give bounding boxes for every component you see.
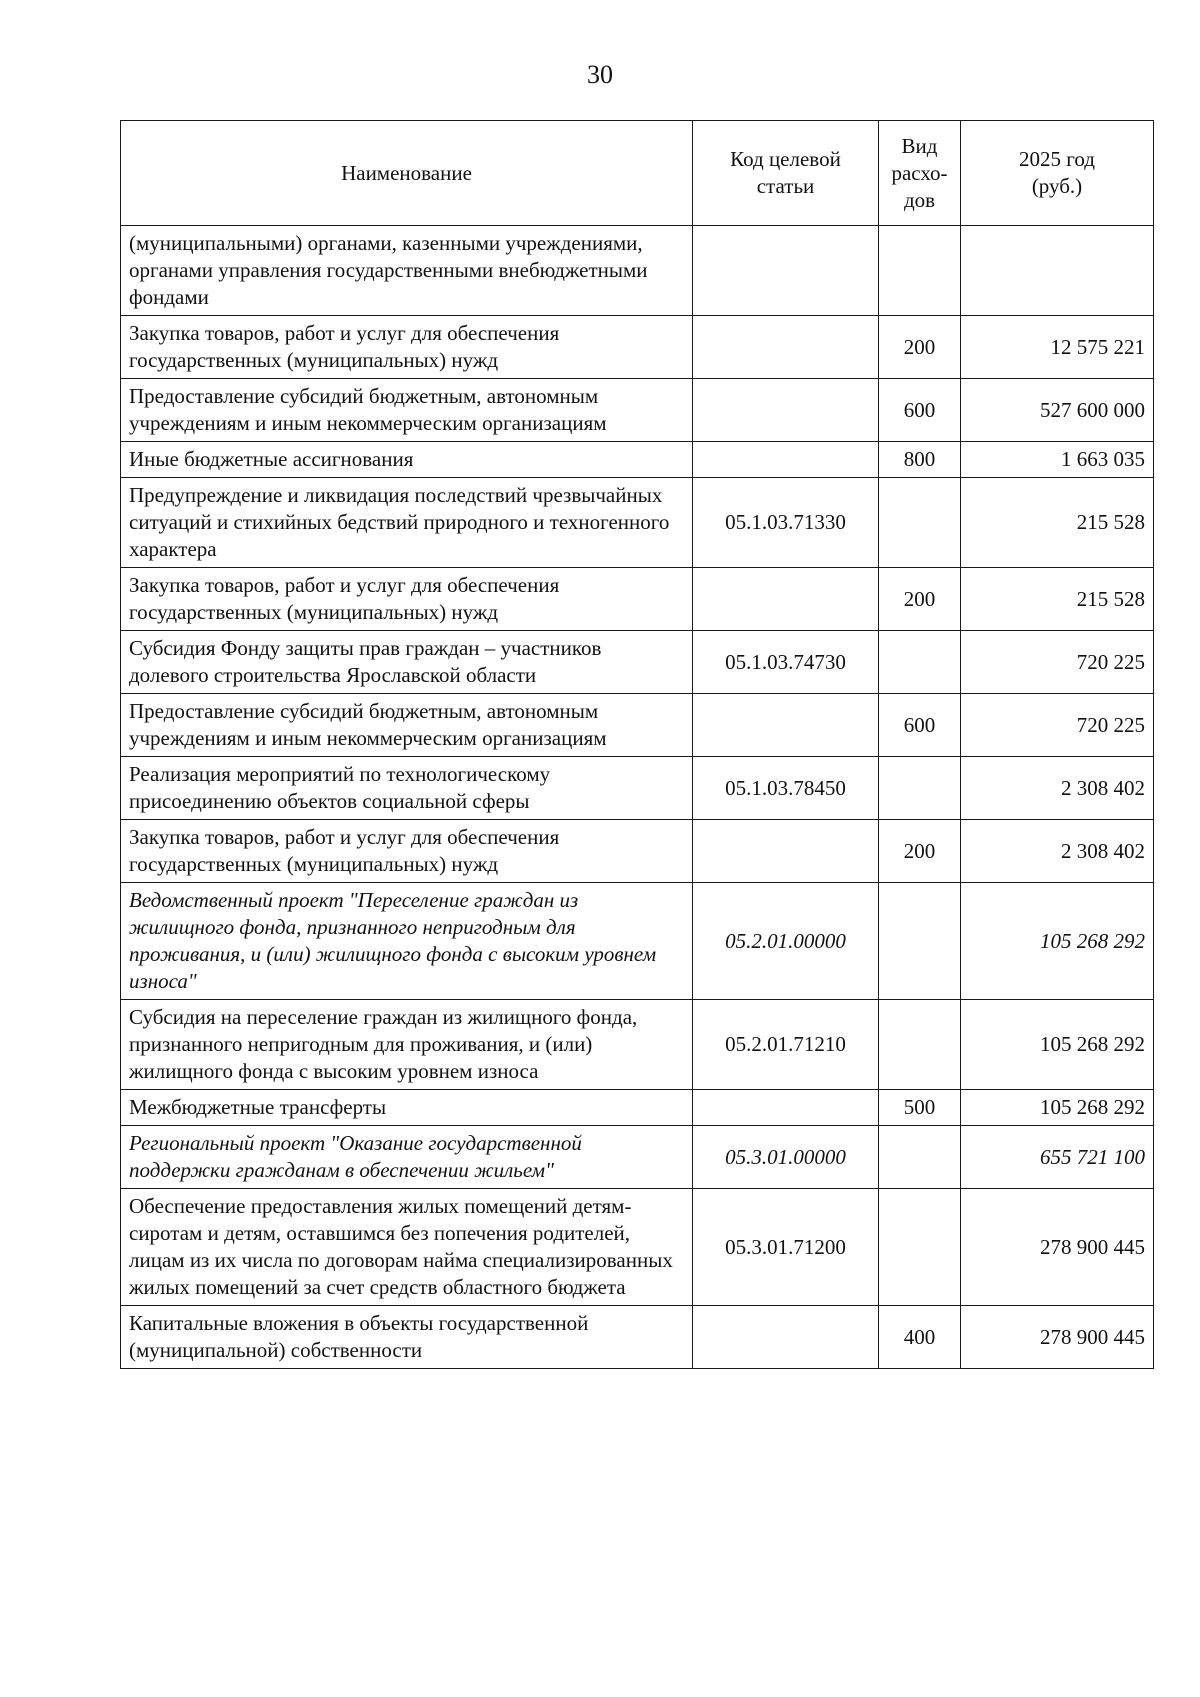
- row-kind-cell: 200: [879, 316, 961, 379]
- row-name-cell: Субсидия на переселение граждан из жилищного фонда, признанного непригодным для проживания, и (или) жилищного фонда с высоким уровнем износа: [121, 1000, 693, 1090]
- row-name-cell: Закупка товаров, работ и услуг для обеспечения государственных (муниципальных) нужд: [121, 820, 693, 883]
- row-sum-cell: 720 225: [961, 694, 1154, 757]
- table-row: [121, 1306, 1154, 1369]
- row-kind-cell: [879, 1189, 961, 1306]
- row-name-cell: (муниципальными) органами, казенными учреждениями, органами управления государственными внебюджетными фондами: [121, 226, 693, 316]
- row-kind-cell: 600: [879, 379, 961, 442]
- row-name-cell: Реализация мероприятий по технологическому присоединению объектов социальной сферы: [121, 757, 693, 820]
- header-code-line2: статьи: [756, 174, 815, 198]
- row-kind-cell: 600: [879, 694, 961, 757]
- table-row: [121, 694, 1154, 757]
- row-kind-cell: [879, 1000, 961, 1090]
- row-code-cell: 05.2.01.71210: [693, 1000, 879, 1090]
- row-name-cell: Предоставление субсидий бюджетным, автономным учреждениям и иным некоммерческим организациям: [121, 694, 693, 757]
- header-name: [121, 121, 693, 226]
- table-header: [121, 121, 1154, 226]
- row-code-cell: [693, 442, 879, 478]
- row-kind-cell: 200: [879, 568, 961, 631]
- header-row: [121, 121, 1154, 226]
- table-row: [121, 226, 1154, 316]
- row-name-cell: Капитальные вложения в объекты государственной (муниципальной) собственности: [121, 1306, 693, 1369]
- table-row: [121, 1000, 1154, 1090]
- budget-table: [120, 120, 1154, 1369]
- row-sum-cell: 2 308 402: [961, 820, 1154, 883]
- row-kind-cell: 200: [879, 820, 961, 883]
- row-sum-cell: 12 575 221: [961, 316, 1154, 379]
- row-code-cell: 05.3.01.71200: [693, 1189, 879, 1306]
- header-code: [693, 121, 879, 226]
- row-sum-cell: 278 900 445: [961, 1306, 1154, 1369]
- row-code-cell: [693, 226, 879, 316]
- row-sum-cell: 215 528: [961, 568, 1154, 631]
- header-kind-line3: дов: [903, 187, 936, 212]
- header-sum: [961, 121, 1154, 226]
- row-sum-cell: 655 721 100: [961, 1126, 1154, 1189]
- row-name-cell: Предоставление субсидий бюджетным, автономным учреждениям и иным некоммерческим организациям: [121, 379, 693, 442]
- row-code-cell: [693, 694, 879, 757]
- row-sum-cell: 105 268 292: [961, 1090, 1154, 1126]
- row-kind-cell: 400: [879, 1306, 961, 1369]
- header-sum-line1: 2025 год: [1019, 147, 1095, 171]
- row-sum-cell: 527 600 000: [961, 379, 1154, 442]
- row-name-cell: Ведомственный проект "Переселение граждан из жилищного фонда, признанного непригодным для проживания, и (или) жилищного фонда с высоким уровнем износа": [121, 883, 693, 1000]
- row-code-cell: 05.2.01.00000: [693, 883, 879, 1000]
- header-code-line1: Код целевой: [730, 147, 841, 171]
- header-kind: [879, 121, 961, 226]
- row-name-cell: Обеспечение предоставления жилых помещений детям-сиротам и детям, оставшимся без попечения родителей, лицам из их числа по договорам найма специализированных жилых помещений за счет средств областного бюджета: [121, 1189, 693, 1306]
- table-row: [121, 1189, 1154, 1306]
- header-kind-line2: расхо-: [891, 160, 948, 185]
- row-code-cell: 05.1.03.74730: [693, 631, 879, 694]
- header-sum-line2: (руб.): [1031, 174, 1083, 198]
- table-row: [121, 757, 1154, 820]
- row-name-cell: Предупреждение и ликвидация последствий чрезвычайных ситуаций и стихийных бедствий природного и техногенного характера: [121, 478, 693, 568]
- row-name-cell: Региональный проект "Оказание государственной поддержки гражданам в обеспечении жильем": [121, 1126, 693, 1189]
- row-name-cell: Закупка товаров, работ и услуг для обеспечения государственных (муниципальных) нужд: [121, 316, 693, 379]
- row-kind-cell: [879, 631, 961, 694]
- row-name-cell: Субсидия Фонду защиты прав граждан – участников долевого строительства Ярославской области: [121, 631, 693, 694]
- table-row: [121, 631, 1154, 694]
- table-row-project: [121, 883, 1154, 1000]
- table-row: [121, 442, 1154, 478]
- row-sum-cell: 720 225: [961, 631, 1154, 694]
- row-sum-cell: 105 268 292: [961, 1000, 1154, 1090]
- row-kind-cell: [879, 757, 961, 820]
- header-kind-line1: Вид: [901, 133, 938, 158]
- table-row: [121, 1090, 1154, 1126]
- row-code-cell: 05.3.01.00000: [693, 1126, 879, 1189]
- row-code-cell: [693, 316, 879, 379]
- row-code-cell: 05.1.03.71330: [693, 478, 879, 568]
- row-code-cell: [693, 379, 879, 442]
- table-body: [121, 226, 1154, 1369]
- table-row: [121, 568, 1154, 631]
- table-row-project: [121, 1126, 1154, 1189]
- row-kind-cell: 500: [879, 1090, 961, 1126]
- row-sum-cell: [961, 226, 1154, 316]
- row-name-cell: Межбюджетные трансферты: [121, 1090, 693, 1126]
- row-code-cell: [693, 1306, 879, 1369]
- row-kind-cell: [879, 226, 961, 316]
- row-code-cell: [693, 568, 879, 631]
- row-name-cell: Закупка товаров, работ и услуг для обеспечения государственных (муниципальных) нужд: [121, 568, 693, 631]
- row-code-cell: [693, 820, 879, 883]
- row-name-cell: Иные бюджетные ассигнования: [121, 442, 693, 478]
- table-row: [121, 478, 1154, 568]
- header-name-label: Наименование: [341, 160, 472, 185]
- row-sum-cell: 278 900 445: [961, 1189, 1154, 1306]
- row-code-cell: 05.1.03.78450: [693, 757, 879, 820]
- page-number: 30: [587, 60, 613, 89]
- row-kind-cell: [879, 1126, 961, 1189]
- row-sum-cell: 105 268 292: [961, 883, 1154, 1000]
- table-row: [121, 316, 1154, 379]
- row-sum-cell: 1 663 035: [961, 442, 1154, 478]
- row-kind-cell: [879, 478, 961, 568]
- row-kind-cell: [879, 883, 961, 1000]
- table-row: [121, 820, 1154, 883]
- row-sum-cell: 2 308 402: [961, 757, 1154, 820]
- row-sum-cell: 215 528: [961, 478, 1154, 568]
- row-kind-cell: 800: [879, 442, 961, 478]
- table-row: [121, 379, 1154, 442]
- row-code-cell: [693, 1090, 879, 1126]
